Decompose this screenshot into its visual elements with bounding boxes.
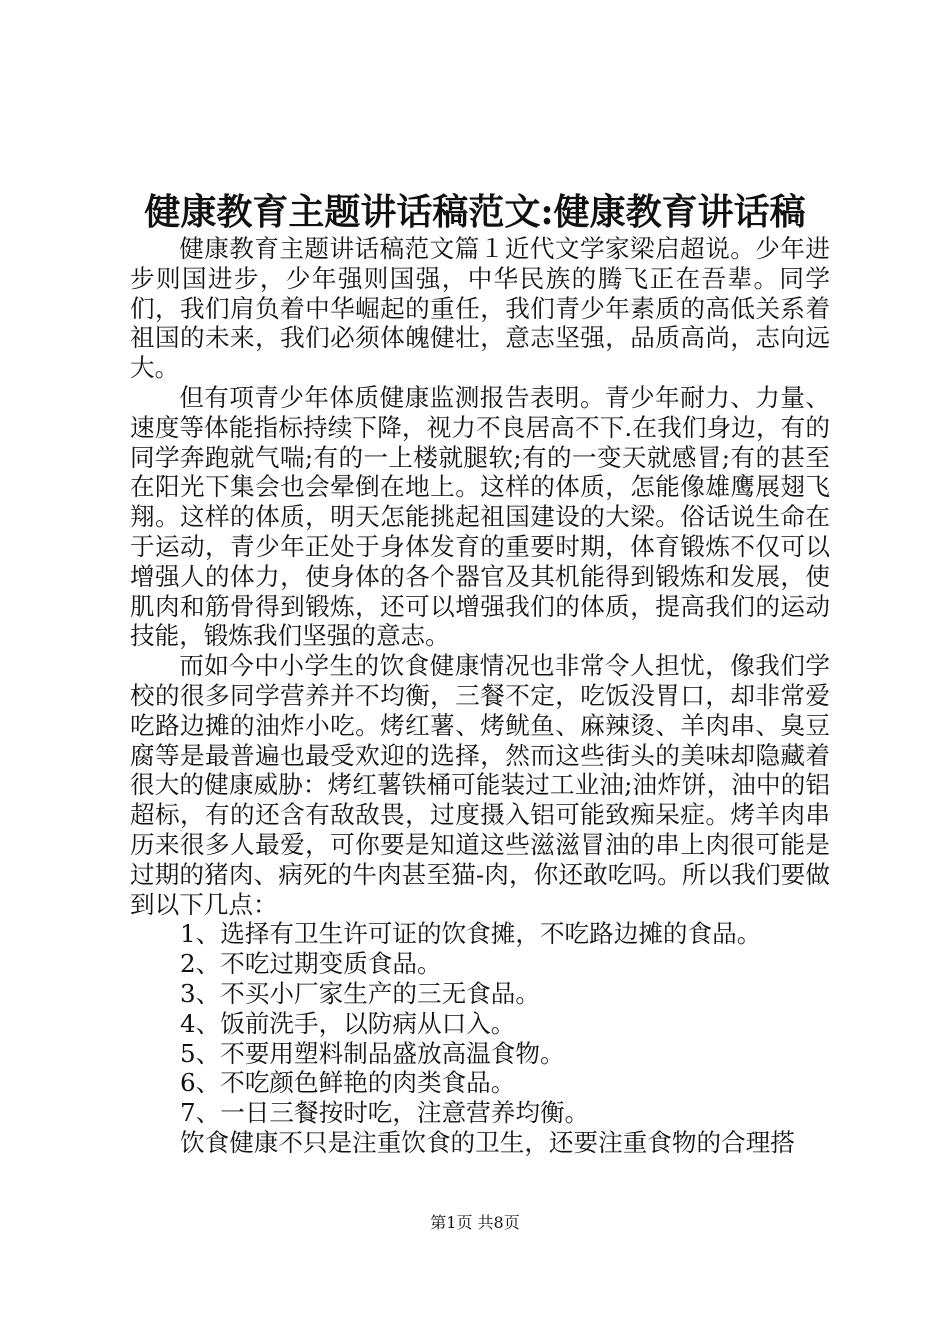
document-title: 健康教育主题讲话稿范文:健康教育讲话稿 — [144, 191, 806, 233]
list-item: 5、不要用塑料制品盛放高温食物。 — [180, 1038, 565, 1068]
tips-list — [130, 919, 830, 1128]
list-item: 1、选择有卫生许可证的饮食摊，不吃路边摊的食品。 — [180, 919, 762, 949]
paragraph-1: 健康教育主题讲话稿范文篇１近代文学家梁启超说。少年进步则国进步，少年强则国强，中华民族的腾飞正在吾辈。同学们，我们肩负着中华崛起的重任，我们青少年素质的高低关系着祖国的未来，我们必须体魄健壮，意志坚强，品质高尚，志向远大。 — [130, 234, 830, 383]
list-item: 7、一日三餐按时吃，注意营养均衡。 — [180, 1098, 590, 1128]
list-item: 3、不买小厂家生产的三无食品。 — [180, 978, 540, 1008]
document-body — [130, 234, 830, 1158]
paragraph-closing: 饮食健康不只是注重饮食的卫生，还要注重食物的合理搭 — [180, 1127, 795, 1157]
paragraph-2: 但有项青少年体质健康监测报告表明。青少年耐力、力量、速度等体能指标持续下降，视力不良居高不下.在我们身边，有的同学奔跑就气喘;有的一上楼就腿软;有的一变天就感冒;有的甚至在阳光下集会也会晕倒在地上。这样的体质，怎能像雄鹰展翅飞翔。这样的体质，明天怎能挑起祖国建设的大梁。俗话说生命在于运动，青少年正处于身体发育的重要时期，体育锻炼不仅可以增强人的体力，使身体的各个器官及其机能得到锻炼和发展，使肌肉和筋骨得到锻炼，还可以增强我们的体质，提高我们的运动技能，锻炼我们坚强的意志。 — [130, 382, 830, 651]
list-item: 2、不吃过期变质食品。 — [180, 949, 442, 979]
list-item: 4、饭前洗手，以防病从口入。 — [180, 1008, 516, 1038]
paragraph-3: 而如今中小学生的饮食健康情况也非常令人担忧，像我们学校的很多同学营养并不均衡，三餐不定，吃饭没胃口，却非常爱吃路边摊的油炸小吃。烤红薯、烤鱿鱼、麻辣烫、羊肉串、臭豆腐等是最普遍也最受欢迎的选择，然而这些街头的美味却隐藏着很大的健康威胁：烤红薯铁桶可能装过工业油;油炸饼，油中的铝超标，有的还含有敌敌畏，过度摄入铝可能致痴呆症。烤羊肉串历来很多人最爱，可你要是知道这些滋滋冒油的串上肉很可能是过期的猪肉、病死的牛肉甚至猫-肉，你还敢吃吗。所以我们要做到以下几点： — [130, 651, 830, 919]
page-footer: 第1页 共8页 — [430, 1213, 520, 1232]
list-item: 6、不吃颜色鲜艳的肉类食品。 — [180, 1068, 516, 1098]
